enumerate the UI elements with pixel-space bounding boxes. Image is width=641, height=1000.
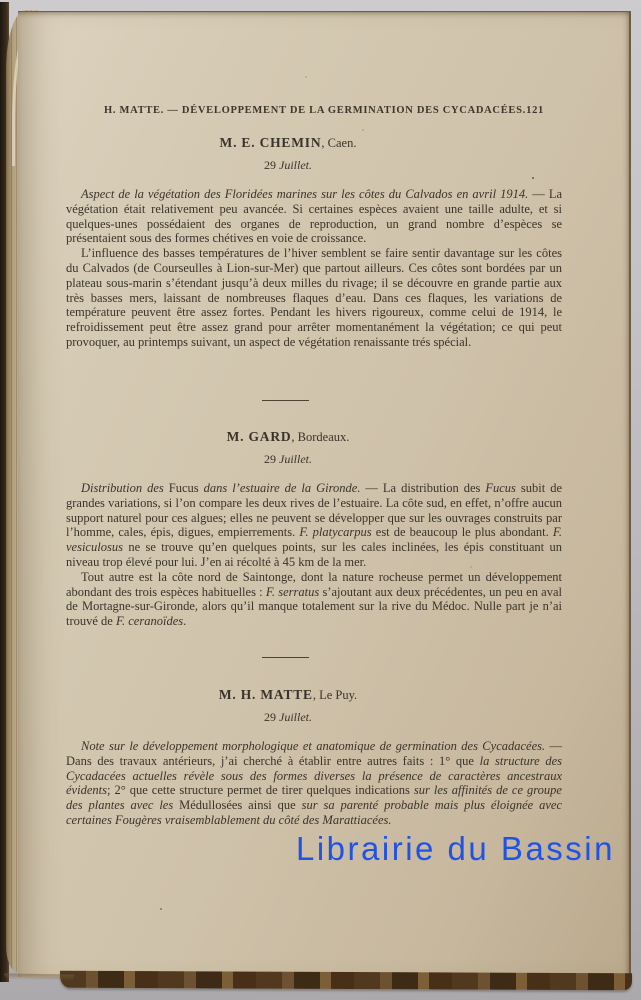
bookseller-watermark: Librairie du Bassin xyxy=(296,830,615,867)
date-day: 29 xyxy=(264,452,279,466)
section-matte xyxy=(66,687,562,828)
author-name: M. E. CHEMIN xyxy=(219,135,322,150)
author-location: , Le Puy. xyxy=(312,688,358,702)
bottom-deckle-edge xyxy=(60,971,632,990)
section-body xyxy=(66,187,562,350)
section-date xyxy=(40,452,536,467)
date-day: 29 xyxy=(264,710,279,724)
running-header xyxy=(104,105,544,116)
section-heading xyxy=(40,429,536,445)
section-chemin xyxy=(66,135,562,350)
section-body xyxy=(66,481,562,629)
paper-specks xyxy=(0,0,2,2)
paragraph: Tout autre est la côte nord de Saintonge, dont la nature rocheuse permet un développement abondant des trois espèces habituelles : F. serratus s’ajoutant aux deux précédentes, un peu en aval de Mortagne-sur-Gironde, alors qu’il manque totalement sur la rive du Médoc. Nulle part je n’ai trouvé de F. ceranoïdes. xyxy=(66,569,562,629)
paragraph: Distribution des Fucus dans l’estuaire de la Gironde. — La distribution des Fucus subit de grandes variations, si l’on compare les deux rives de l’estuaire. La côte sud, en effet, n’offre aucun support naturel pour ces algues; elles ne peuvent se développer que sur les ouvrages construits par l’homme, cales, épis, digues, empierrements. F. platycarpus est de beaucoup le plus abondant. F. vesiculosus ne se trouve qu’en quelques points, sur les cales inclinées, les épis constituant un niveau trop élevé pour lui. J’en ai récolté à 45 km de la mer. xyxy=(66,481,563,569)
author-name: M. H. MATTE xyxy=(218,687,313,702)
date-day: 29 xyxy=(264,158,279,172)
section-heading xyxy=(40,687,536,703)
date-month: Juillet. xyxy=(279,158,312,172)
section-gard xyxy=(66,429,562,629)
paragraph: L’influence des basses températures de l’hiver semblent se faire sentir davantage sur les côtes du Calvados (de Courseulles à Lion-sur-Mer) que partout ailleurs. Ces côtes sont bordées par un plateau sous-marin s’étendant jusqu’à deux milles du rivage; il se découvre en grande partie aux très basses mers, laissant de nombreuses flaques d’eau. Dans ces flaques, les variations de température peuvent être assez fortes. Pendant les hivers rigoureux, comme celui de 1914, le refroidissement peut être assez grand pour arrêter momentanément la végétation; ce qui peut provoquer, au printemps suivant, un aspect de végétation renaissante trés spécial. xyxy=(66,246,562,349)
page-number: 121 xyxy=(526,105,544,116)
section-body xyxy=(66,739,562,828)
section-divider xyxy=(262,400,309,401)
author-location: , Caen. xyxy=(321,136,357,150)
date-month: Juillet. xyxy=(279,452,312,466)
section-date xyxy=(40,710,536,725)
section-divider xyxy=(262,657,309,658)
date-month: Juillet. xyxy=(279,710,312,724)
bottom-edge-shadow xyxy=(4,973,74,980)
author-location: , Bordeaux. xyxy=(291,430,350,444)
section-date xyxy=(40,158,536,173)
author-name: M. GARD xyxy=(226,429,292,444)
section-heading xyxy=(40,135,536,151)
paragraph: Note sur le développement morphologique et anatomique de germination des Cycadacées. — Dans des travaux antérieurs, j’ai cherché à établir entre autres faits : 1° que la structure des Cycadacées actuelles révèle sous des formes diverses la présence de caractères ancestraux évidents; 2° que cette structure permet de tirer quelques indications sur les affinités de ce groupe des plantes avec les Médullosées ainsi que sur sa parenté probable mais plus éloignée avec certaines Fougères vraisemblablement du côté des Marattiacées. xyxy=(66,739,562,827)
running-header-title: H. MATTE. — DÉVELOPPEMENT DE LA GERMINATION DES CYCADACÉES. xyxy=(104,105,526,116)
paragraph: Aspect de la végétation des Floridées marines sur les côtes du Calvados en avril 1914. — La végétation était relativement peu avancée. Si certaines espèces avaient une taille adulte, et si quelques-unes possédaient des organes de reproduction, un grand nombre d’espèces se présentaient sous des formes chétives en voie de croissance. xyxy=(66,187,562,246)
